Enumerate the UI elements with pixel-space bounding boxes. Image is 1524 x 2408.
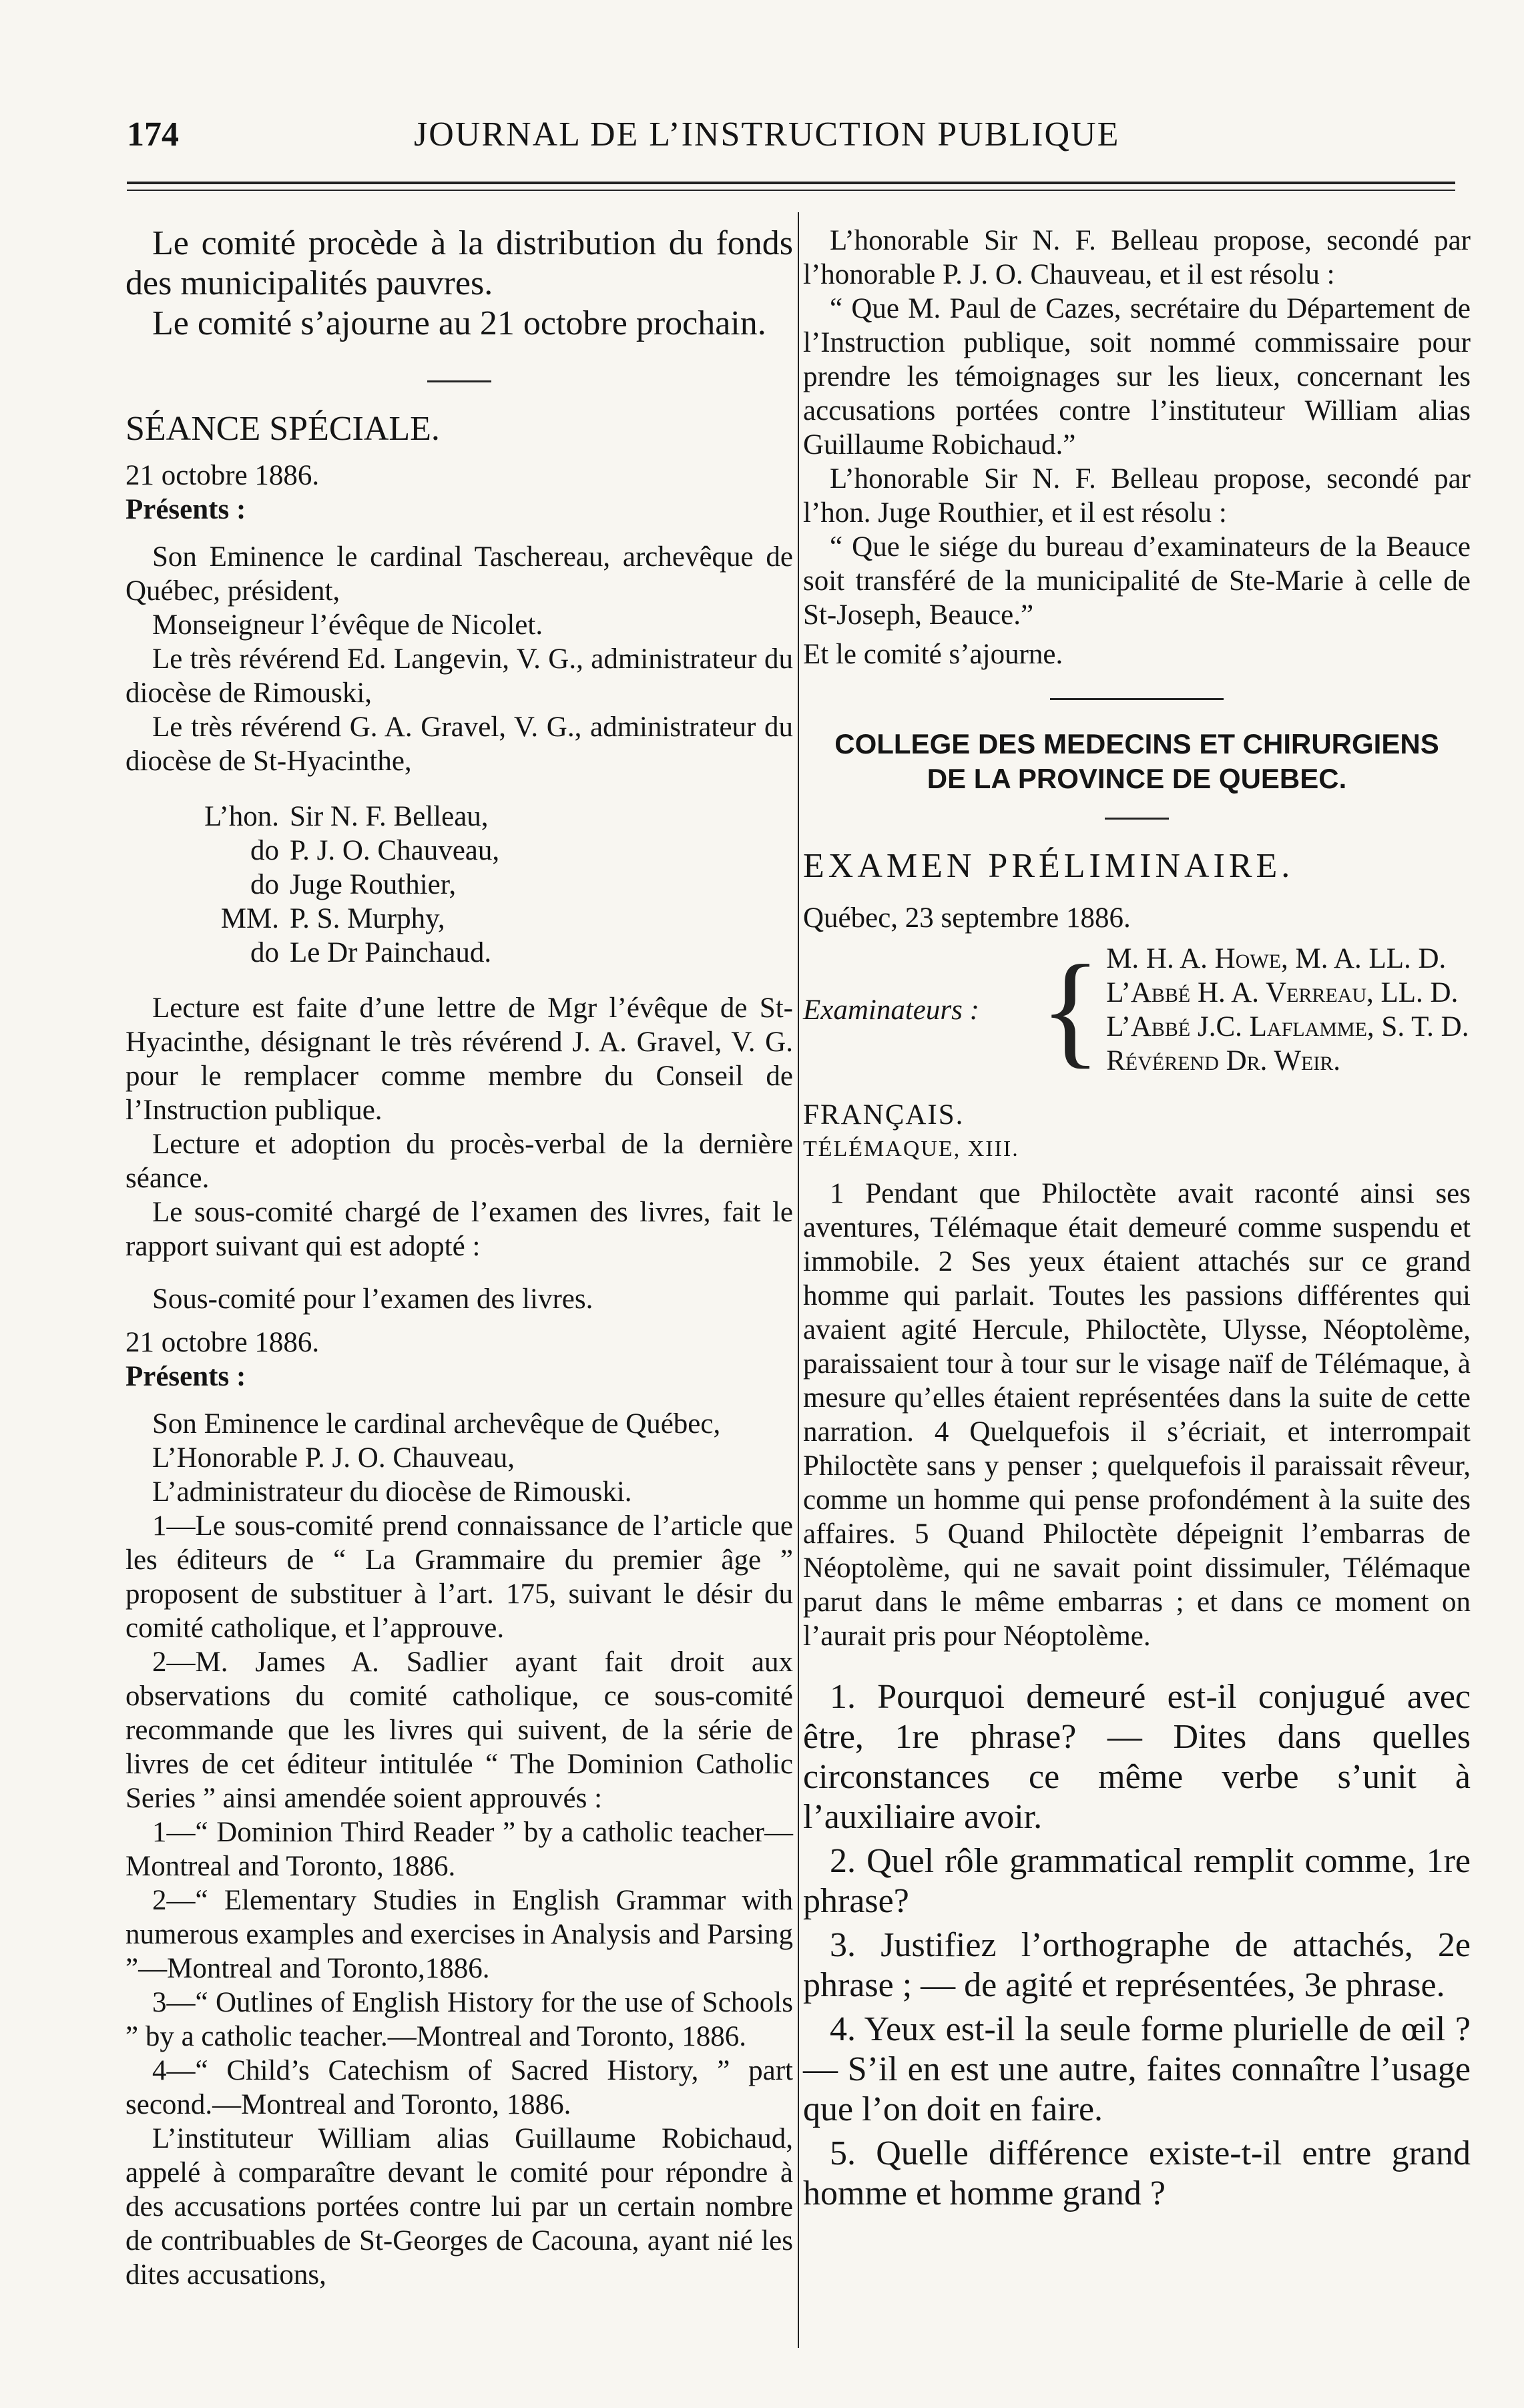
page-header (127, 115, 1455, 162)
paragraph: 3—“ Outlines of English History for the use of Schools ” by a catholic teacher.—Montreal and Toronto, 1886. (125, 1987, 793, 2052)
paragraph: Son Eminence le cardinal archevêque de Québec, (152, 1408, 721, 1440)
date: 21 octobre 1886. (125, 1327, 320, 1358)
paragraph: Le comité s’ajourne au 21 octobre prochain. (152, 304, 766, 342)
paragraph: Le très révérend G. A. Gravel, V. G., administrateur du diocèse de St-Hyacinthe, (125, 711, 793, 777)
left-column (125, 224, 793, 2292)
page-number: 174 (127, 115, 179, 154)
section-title: SÉANCE SPÉCIALE. (125, 410, 440, 448)
exam-title: EXAMEN PRÉLIMINAIRE. (803, 847, 1294, 885)
paragraph: Lecture et adoption du procès-verbal de la dernière séance. (125, 1129, 793, 1194)
paragraph: L’Honorable P. J. O. Chauveau, (152, 1442, 515, 1474)
examiner: Révérend Dr. Weir. (1106, 1045, 1341, 1077)
paragraph: “ Que le siége du bureau d’examinateurs de la Beauce soit transféré de la municipalité de Ste-Marie à celle de St-Joseph, Beauce.” (803, 531, 1471, 631)
header-rule-bottom (127, 190, 1455, 191)
section-label: FRANÇAIS. (803, 1099, 965, 1131)
questions (803, 1677, 1471, 2214)
question: 4. Yeux est-il la seule forme plurielle de œil ? — S’il en est une autre, faites connaître l’usage que l’on doit en faire. (803, 2010, 1471, 2128)
question: 5. Quelle différence existe-t-il entre grand homme et homme grand ? (803, 2134, 1471, 2212)
paragraph: L’administrateur du diocèse de Rimouski. (152, 1476, 632, 1508)
member-row: do Juge Routhier, (250, 869, 457, 900)
member-row: do Le Dr Painchaud. (250, 937, 492, 968)
college-title-line-2: DE LA PROVINCE DE QUEBEC. (927, 763, 1347, 794)
paragraph: Le sous-comité chargé de l’examen des livres, fait le rapport suivant qui est adopté : (125, 1197, 793, 1262)
paragraph: 1—“ Dominion Third Reader ” by a catholic teacher—Montreal and Toronto, 1886. (125, 1817, 793, 1882)
examiners-block (803, 942, 1471, 1078)
members-list (179, 800, 793, 970)
college-title-line-1: COLLEGE DES MEDECINS ET CHIRURGIENS (834, 728, 1439, 760)
paragraph: L’honorable Sir N. F. Belleau propose, secondé par l’hon. Juge Routhier, et il est résolu : (803, 463, 1471, 529)
examiners-list (1106, 942, 1469, 1078)
examiner: M. H. A. Howe, M. A. LL. D. (1106, 943, 1447, 974)
column-divider (798, 212, 799, 2348)
paragraph: L’honorable Sir N. F. Belleau propose, secondé par l’honorable P. J. O. Chauveau, et il est résolu : (803, 225, 1471, 290)
exam-date: Québec, 23 septembre 1886. (803, 902, 1131, 934)
member-row: do P. J. O. Chauveau, (250, 835, 500, 866)
source-label: TÉLÉMAQUE, XIII. (803, 1137, 1019, 1161)
paragraph: Le très révérend Ed. Langevin, V. G., administrateur du diocèse de Rimouski, (125, 643, 793, 709)
separator (1050, 698, 1224, 700)
question: 2. Quel rôle grammatical remplit comme, 1re phrase? (803, 1842, 1471, 1920)
paragraph: 4—“ Child’s Catechism of Sacred History, ” part second.—Montreal and Toronto, 1886. (125, 2055, 793, 2120)
subcommittee-title: Sous-comité pour l’examen des livres. (152, 1283, 593, 1315)
paragraph: “ Que M. Paul de Cazes, secrétaire du Département de l’Instruction publique, soit nommé commissaire pour prendre les témoignages sur les lieux, concernant les accusations portées contre l’instituteur William alias Guillaume Robichaud.” (803, 293, 1471, 461)
examiners-label: Examinateurs : (803, 994, 979, 1026)
presents-label: Présents : (125, 494, 246, 525)
right-column (803, 224, 1471, 2214)
paragraph: L’instituteur William alias Guillaume Robichaud, appelé à comparaître devant le comité pour répondre à des accusations portées contre lui par un certain nombre de contribuables de St-Georges de Cacouna, ayant nié les dites accusations, (125, 2123, 793, 2291)
paragraph: Lecture est faite d’une lettre de Mgr l’évêque de St-Hyacinthe, désignant le très révérend J. A. Gravel, V. G. pour le remplacer comme membre du Conseil de l’Instruction publique. (125, 992, 793, 1126)
paragraph: 2—M. James A. Sadlier ayant fait droit aux observations du comité catholique, ce sous-comité recommande que les livres qui suivent, de la série de livres de cet éditeur intitulée “ The Dominion Catholic Series ” ainsi amendée soient approuvés : (125, 1646, 793, 1814)
question: 3. Justifiez l’orthographe de attachés, 2e phrase ; — de agité et représentées, 3e phrase. (803, 1926, 1471, 2004)
paragraph: Et le comité s’ajourne. (803, 639, 1063, 670)
paragraph: 2—“ Elementary Studies in English Grammar with numerous examples and exercises in Analysis and Parsing ”—Montreal and Toronto,1886. (125, 1885, 793, 1984)
separator (1105, 818, 1169, 820)
paragraph: Monseigneur l’évêque de Nicolet. (152, 609, 543, 641)
header-rule-top (127, 182, 1455, 184)
passage: 1 Pendant que Philoctète avait raconté ainsi ses aventures, Télémaque était demeuré comme suspendu et immobile. 2 Ses yeux étaient attachés sur ce grand homme qui parlait. Toutes les passions différentes qui avaient agité Hercule, Philoctète, Ulysse, Néoptolème, paraissaient tour à tour sur le visage naïf de Télémaque, à mesure qu’elles étaient représentées dans la suite de cette narration. 4 Quelquefois il s’écriait, et interrompait Philoctète sans y penser ; quelquefois il paraissait rêveur, comme un homme qui pense profondément à la suite des affaires. 5 Quand Philoctète dépeignit l’embarras de Néoptolème, qui ne savait point dissimuler, Télémaque parut dans le même embarras ; et dans ce moment on l’aurait pris pour Néoptolème. (803, 1178, 1471, 1652)
presents-label: Présents : (125, 1361, 246, 1392)
paragraph: Son Eminence le cardinal Taschereau, archevêque de Québec, président, (125, 541, 793, 607)
examiner: L’Abbé J.C. Laflamme, S. T. D. (1106, 1011, 1469, 1042)
member-row: L’hon. Sir N. F. Belleau, (204, 801, 489, 832)
paragraph: 1—Le sous-comité prend connaissance de l’article que les éditeurs de “ La Grammaire du premier âge ” proposent de substituer à l’art. 175, suivant le désir du comité catholique, et l’approuve. (125, 1510, 793, 1644)
brace-glyph: { (1040, 940, 1101, 1080)
running-title: JOURNAL DE L’INSTRUCTION PUBLIQUE (414, 115, 1120, 154)
examiner: L’Abbé H. A. Verreau, LL. D. (1106, 977, 1459, 1008)
date: 21 octobre 1886. (125, 460, 320, 491)
question: 1. Pourquoi demeuré est-il conjugué avec être, 1re phrase? — Dites dans quelles circonstances ce même verbe s’unit à l’auxiliaire avoir. (803, 1678, 1471, 1836)
member-row: MM. P. S. Murphy, (220, 903, 445, 934)
separator (427, 380, 491, 382)
paragraph: Le comité procède à la distribution du fonds des municipalités pauvres. (125, 224, 793, 302)
